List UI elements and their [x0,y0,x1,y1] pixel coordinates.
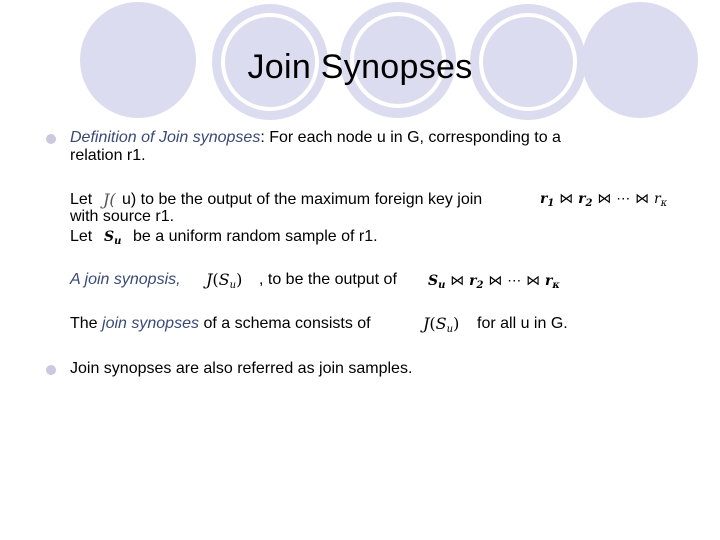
math-join-op-1: ⋈ [559,191,574,207]
math-paren-close-2: ) [453,314,460,333]
math-S-2: S [218,270,230,289]
synopsis-text: , to be the output of [259,271,397,288]
math-S-u [104,228,121,251]
math-join-op-4: ⋈ [450,273,465,289]
math-J-open: J( [103,190,116,209]
bullet-2-icon [46,365,56,375]
math-J-1: J [206,270,213,289]
math-rk-sub-b: κ [552,280,560,291]
schema-end: for all u in G. [477,315,568,332]
math-dots-1: ⋯ [616,191,631,207]
math-paren-open-1: ( [212,270,219,289]
math-S-3: S [428,273,439,289]
let-line-1-continued: with source r1. [70,208,175,225]
definition-term: Definition of Join synopses [70,129,261,146]
math-S-sub-4: u [446,324,454,335]
math-r2-b: r [469,273,477,289]
math-join-op-6: ⋈ [526,273,541,289]
math-J-Su-1 [206,271,242,295]
math-join-op-2: ⋈ [597,191,612,207]
math-S-sub-2: u [229,280,237,291]
math-S-sub-3: u [438,280,446,291]
let-line-2-label: Let [70,228,93,245]
math-S: S [104,229,115,245]
math-r2-sub-b: 2 [476,280,484,291]
bullet-1-icon [46,134,56,144]
math-join-op-5: ⋈ [488,273,503,289]
math-rk-sub: κ [660,198,668,209]
math-paren-close-1: ) [236,270,243,289]
relation-line: relation r1. [70,147,146,164]
let-line-2-text: be a uniform random sample of r1. [133,228,378,245]
schema-line [70,315,371,333]
definition-line [70,129,561,147]
math-r2: r [578,191,586,207]
math-J-2: J [423,314,430,333]
definition-text: : For each node u in G, corresponding to a [260,129,561,146]
math-S-sub: u [114,236,122,247]
math-paren-open-2: ( [429,314,436,333]
math-dots-2: ⋯ [507,273,522,289]
math-r1: r [540,191,548,207]
math-join-op-3: ⋈ [635,191,650,207]
math-join-chain-1 [540,190,667,213]
join-samples-line: Join synopses are also referred as join samples. [70,360,413,377]
slide-title: Join Synopses [247,48,473,86]
math-rk-b: r [545,273,553,289]
schema-the: The [70,315,98,332]
schema-term: join synopses [102,315,199,332]
schema-text: of a schema consists of [203,315,371,332]
math-S-4: S [435,314,447,333]
let-line-1-label: Let [70,191,93,208]
math-r2-sub: 2 [585,198,593,209]
synopsis-term: A join synopsis, [70,271,181,288]
math-join-chain-2 [428,272,560,295]
math-rk: r [653,191,661,207]
math-J-Su-2 [423,315,459,339]
math-r1-sub: 1 [547,198,555,209]
let-line-1-text: u) to be the output of the maximum foreign key join [122,191,483,208]
